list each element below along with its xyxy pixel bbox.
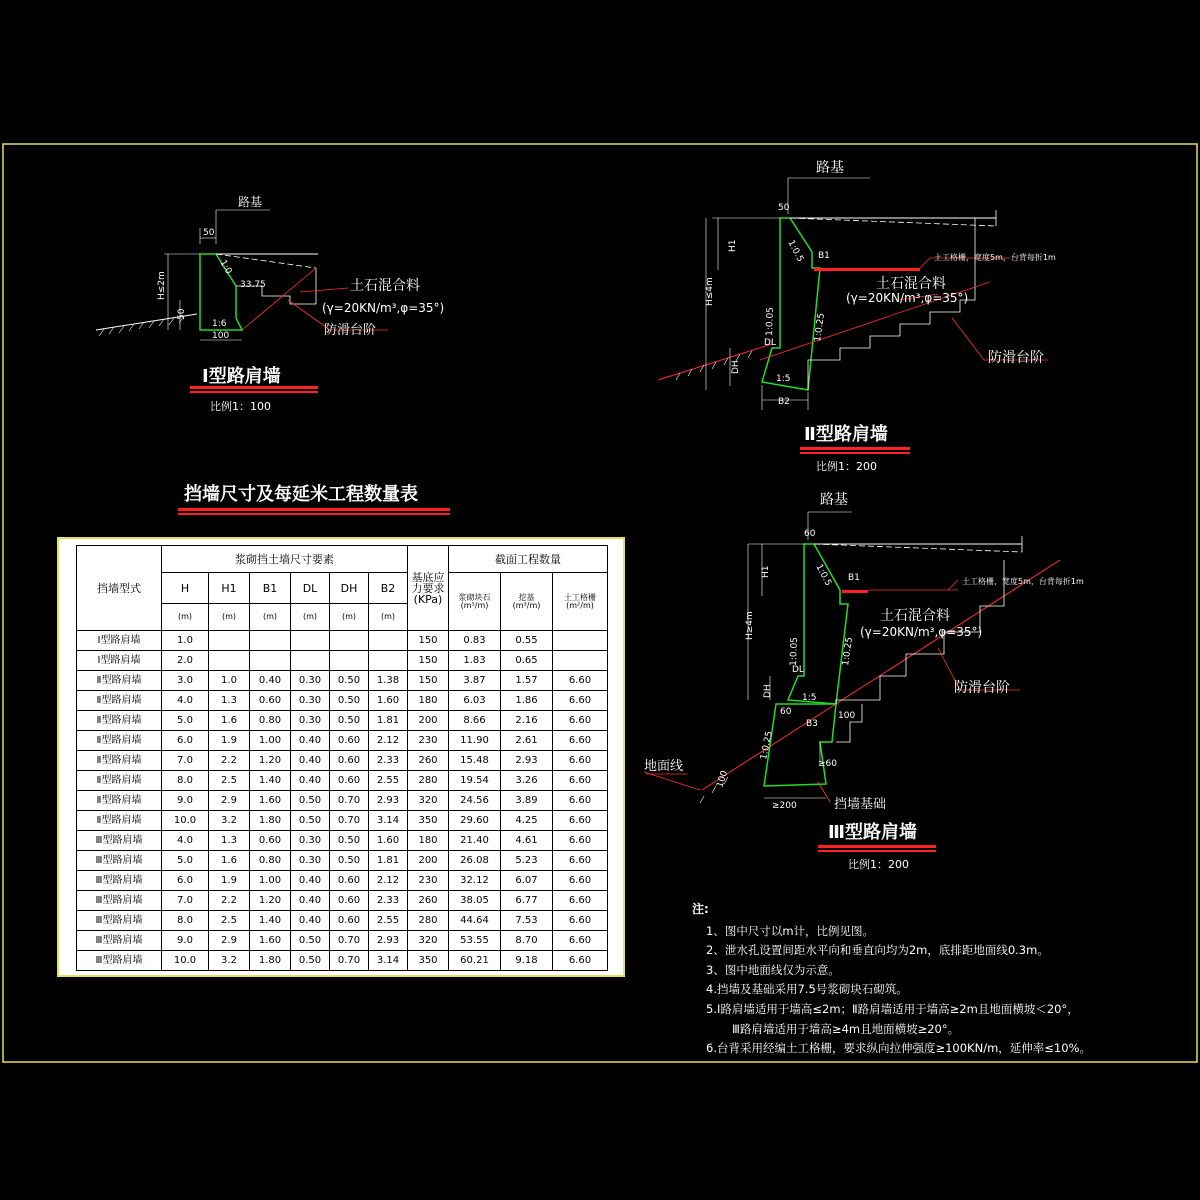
table-cell — [330, 651, 369, 671]
type-iii-slope-back: 1:0.25 — [841, 636, 855, 667]
table-cell: 3.26 — [501, 771, 553, 791]
col-header-masonry: 浆砌块石 (m³/m) — [449, 573, 501, 631]
table-cell: 21.40 — [449, 831, 501, 851]
table-cell: 0.83 — [449, 631, 501, 651]
type-ii-dim-dl: DL — [764, 338, 776, 348]
quantity-table — [76, 545, 608, 971]
table-cell: 6.03 — [449, 691, 501, 711]
type-i-dim-top: 50 — [203, 228, 215, 238]
table-cell: 2.0 — [162, 651, 209, 671]
type-i-slope-base: 1:6 — [212, 319, 227, 329]
type-iii-dim-b3: B3 — [806, 719, 818, 729]
type-ii-geogrid-label: 土工格栅，宽度5m，台背每折1m — [934, 253, 1056, 262]
table-cell: 2.5 — [209, 911, 250, 931]
table-cell-type: Ⅱ型路肩墙 — [77, 671, 162, 691]
type-ii-dim-height: H≤4m — [705, 277, 715, 306]
table-cell: 6.60 — [553, 731, 608, 751]
table-cell — [250, 631, 291, 651]
table-cell-type: Ⅲ型路肩墙 — [77, 851, 162, 871]
table-cell: 0.30 — [291, 671, 330, 691]
unit-h: (m) — [162, 604, 209, 631]
table-cell: 1.00 — [250, 871, 291, 891]
table-cell: 4.0 — [162, 691, 209, 711]
table-cell: 1.83 — [449, 651, 501, 671]
type-ii-dim-dh: DH — [731, 360, 741, 374]
table-cell: 0.60 — [250, 691, 291, 711]
table-cell: 2.33 — [369, 751, 408, 771]
table-cell: 44.64 — [449, 911, 501, 931]
table-cell: 1.9 — [209, 731, 250, 751]
type-iii-slope-found: 1:0.25 — [759, 730, 775, 761]
table-cell: 6.0 — [162, 871, 209, 891]
table-cell: 0.60 — [330, 911, 369, 931]
table-cell: 0.50 — [330, 671, 369, 691]
note-item: 3、图中地面线仅为示意。 — [706, 962, 840, 977]
table-cell: 150 — [408, 651, 449, 671]
table-cell: 1.60 — [250, 791, 291, 811]
table-cell: 6.60 — [553, 711, 608, 731]
table-cell: 0.40 — [250, 671, 291, 691]
type-i-dim-angle: 33.75 — [240, 280, 266, 290]
notes-block — [692, 900, 1192, 1059]
table-cell: 2.12 — [369, 731, 408, 751]
table-cell: 6.60 — [553, 891, 608, 911]
group-header-dims: 浆砌挡土墙尺寸要素 — [162, 546, 408, 573]
unit-h1: (m) — [209, 604, 250, 631]
table-cell: 2.55 — [369, 911, 408, 931]
table-cell: 6.60 — [553, 791, 608, 811]
table-cell: 2.2 — [209, 891, 250, 911]
type-i-scale: 比例1：100 — [210, 400, 271, 413]
table-cell: 2.93 — [369, 931, 408, 951]
table-cell: 6.60 — [553, 951, 608, 971]
table-cell: 7.0 — [162, 891, 209, 911]
table-cell: 19.54 — [449, 771, 501, 791]
type-iii-dim-dh: DH — [763, 684, 773, 698]
table-cell: 0.50 — [291, 951, 330, 971]
type-iii-steps-label: 防滑台阶 — [954, 680, 1010, 696]
table-cell: 0.50 — [330, 711, 369, 731]
type-iii-scale: 比例1：200 — [848, 858, 909, 871]
table-cell: 2.12 — [369, 871, 408, 891]
table-cell: 0.55 — [501, 631, 553, 651]
table-cell: 1.3 — [209, 831, 250, 851]
table-cell: 0.65 — [501, 651, 553, 671]
table-cell: 2.33 — [369, 891, 408, 911]
table-cell: 5.0 — [162, 711, 209, 731]
table-cell-type: Ⅱ型路肩墙 — [77, 791, 162, 811]
type-iii-foundation — [764, 704, 836, 786]
note-item: 1、图中尺寸以m计，比例见图。 — [706, 923, 875, 938]
type-ii-dim-b2: B2 — [778, 397, 790, 407]
group-header-qty: 截面工程数量 — [449, 546, 608, 573]
table-title: 挡墙尺寸及每延米工程数量表 — [184, 484, 418, 505]
table-cell-type: Ⅱ型路肩墙 — [77, 691, 162, 711]
type-iii-title: Ⅲ型路肩墙 — [828, 822, 918, 843]
type-ii-slope-back: 1:0.25 — [813, 312, 827, 343]
table-cell — [250, 651, 291, 671]
table-cell: 38.05 — [449, 891, 501, 911]
type-iii-dim-100: 100 — [838, 711, 856, 721]
table-cell: 320 — [408, 791, 449, 811]
table-row — [77, 731, 608, 751]
type-iii-slope-front: 1:0.05 — [789, 636, 801, 667]
table-cell-type: Ⅲ型路肩墙 — [77, 831, 162, 851]
type-iii-dim-60: 60 — [780, 707, 792, 717]
table-cell — [291, 651, 330, 671]
table-row — [77, 651, 608, 671]
table-cell: 0.40 — [291, 771, 330, 791]
type-ii-dim-b1: B1 — [818, 251, 830, 261]
table-cell: 6.60 — [553, 671, 608, 691]
unit-dh: (m) — [330, 604, 369, 631]
table-cell: 0.30 — [291, 691, 330, 711]
table-cell — [330, 631, 369, 651]
table-cell: 1.60 — [369, 691, 408, 711]
table-cell: 0.70 — [330, 931, 369, 951]
table-cell: 3.89 — [501, 791, 553, 811]
type-iii-dim-100b: 100 — [715, 769, 731, 789]
type-iii-dim-dl: DL — [792, 665, 804, 675]
note-item: 2、泄水孔设置间距水平向和垂直向均为2m，底排距地面线0.3m。 — [706, 943, 1049, 958]
table-cell — [369, 651, 408, 671]
type-i-steps-label: 防滑台阶 — [324, 323, 377, 338]
table-cell: 0.50 — [330, 691, 369, 711]
table-row — [77, 851, 608, 871]
type-i-slope-front: 1:0 — [217, 258, 234, 277]
table-cell: 260 — [408, 751, 449, 771]
note-item: 5.Ⅰ路肩墙适用于墙高≤2m；Ⅱ路肩墙适用于墙高≥2m且地面横坡＜20°， — [706, 1001, 1079, 1016]
table-cell-type: Ⅲ型路肩墙 — [77, 871, 162, 891]
table-cell: 0.30 — [291, 851, 330, 871]
table-cell: 0.30 — [291, 711, 330, 731]
type-i-dim-left: 50 — [177, 308, 187, 320]
type-iii-dim-ge60: ≥60 — [818, 759, 837, 769]
table-cell-type: Ⅱ型路肩墙 — [77, 771, 162, 791]
table-cell: 0.50 — [291, 931, 330, 951]
unit-b2: (m) — [369, 604, 408, 631]
table-cell: 8.70 — [501, 931, 553, 951]
col-header-b1: B1 — [250, 573, 291, 604]
table-cell: 8.66 — [449, 711, 501, 731]
col-header-dl: DL — [291, 573, 330, 604]
type-iii-slope-base: 1:5 — [802, 693, 817, 703]
type-iii-dim-ge200: ≥200 — [772, 801, 797, 811]
table-cell: 1.9 — [209, 871, 250, 891]
table-cell: 1.57 — [501, 671, 553, 691]
table-cell-type: Ⅰ型路肩墙 — [77, 631, 162, 651]
type-iii-slope-top: 1:0.5 — [813, 562, 834, 588]
table-cell: 6.0 — [162, 731, 209, 751]
table-cell: 2.5 — [209, 771, 250, 791]
type-i-fill-params: (γ=20KN/m³,φ=35°) — [322, 301, 445, 315]
table-cell: 0.40 — [291, 731, 330, 751]
table-cell: 1.20 — [250, 751, 291, 771]
table-cell: 150 — [408, 671, 449, 691]
table-cell-type: Ⅱ型路肩墙 — [77, 751, 162, 771]
type-ii-slope-base: 1:5 — [776, 374, 791, 384]
type-ii-steps-label: 防滑台阶 — [988, 350, 1044, 366]
table-cell: 0.70 — [330, 791, 369, 811]
type-ii-fill-label: 土石混合料 — [876, 276, 946, 292]
table-cell: 6.60 — [553, 911, 608, 931]
table-cell: 53.55 — [449, 931, 501, 951]
table-row — [77, 811, 608, 831]
table-row — [77, 951, 608, 971]
table-cell: 1.0 — [209, 671, 250, 691]
table-cell: 6.60 — [553, 751, 608, 771]
type-ii-scale: 比例1：200 — [816, 460, 877, 473]
table-cell: 3.2 — [209, 811, 250, 831]
table-cell: 200 — [408, 711, 449, 731]
table-cell: 1.86 — [501, 691, 553, 711]
table-row — [77, 771, 608, 791]
table-cell: 2.9 — [209, 931, 250, 951]
table-cell: 0.60 — [330, 731, 369, 751]
table-cell: 3.0 — [162, 671, 209, 691]
table-cell: 1.80 — [250, 951, 291, 971]
table-cell: 7.0 — [162, 751, 209, 771]
table-cell: 260 — [408, 891, 449, 911]
table-cell — [369, 631, 408, 651]
table-cell: 0.60 — [330, 891, 369, 911]
col-header-h: H — [162, 573, 209, 604]
quantity-table-body — [77, 631, 608, 971]
note-item: Ⅲ路肩墙适用于墙高≥4m且地面横坡≥20°。 — [732, 1021, 960, 1036]
table-cell: 180 — [408, 831, 449, 851]
table-cell: 5.0 — [162, 851, 209, 871]
table-cell: 6.60 — [553, 771, 608, 791]
table-cell: 1.3 — [209, 691, 250, 711]
table-cell: 4.25 — [501, 811, 553, 831]
table-cell-type: Ⅲ型路肩墙 — [77, 891, 162, 911]
type-ii-slope-front: 1:0.05 — [765, 306, 777, 337]
table-cell: 280 — [408, 771, 449, 791]
type-i-fill-label: 土石混合料 — [350, 278, 420, 294]
table-cell: 0.70 — [330, 811, 369, 831]
table-cell: 0.40 — [291, 911, 330, 931]
col-header-h1: H1 — [209, 573, 250, 604]
table-cell: 9.18 — [501, 951, 553, 971]
note-item: 6.台背采用经编土工格栅，要求纵向拉伸强度≥100KN/m，延伸率≤10%。 — [706, 1041, 1091, 1056]
table-cell: 15.48 — [449, 751, 501, 771]
table-cell: 1.20 — [250, 891, 291, 911]
table-row — [77, 891, 608, 911]
col-header-b2: B2 — [369, 573, 408, 604]
type-iii-fill-label: 土石混合料 — [880, 608, 950, 624]
table-cell: 6.60 — [553, 871, 608, 891]
table-cell: 3.14 — [369, 951, 408, 971]
unit-dl: (m) — [291, 604, 330, 631]
table-row — [77, 931, 608, 951]
table-cell: 3.87 — [449, 671, 501, 691]
table-cell: 6.77 — [501, 891, 553, 911]
table-cell: 6.60 — [553, 691, 608, 711]
table-cell: 32.12 — [449, 871, 501, 891]
type-i-dim-height: H≤2m — [157, 271, 167, 300]
table-cell: 4.0 — [162, 831, 209, 851]
table-cell: 1.81 — [369, 711, 408, 731]
table-cell: 9.0 — [162, 931, 209, 951]
type-iii-dim-top: 60 — [804, 529, 816, 539]
table-cell: 2.55 — [369, 771, 408, 791]
table-cell: 350 — [408, 811, 449, 831]
table-row — [77, 791, 608, 811]
table-cell: 11.90 — [449, 731, 501, 751]
table-cell: 1.40 — [250, 771, 291, 791]
table-row — [77, 631, 608, 651]
table-cell-type: Ⅱ型路肩墙 — [77, 811, 162, 831]
table-cell: 0.40 — [291, 891, 330, 911]
table-cell: 2.2 — [209, 751, 250, 771]
table-cell: 0.50 — [330, 831, 369, 851]
table-cell — [553, 631, 608, 651]
table-cell: 1.38 — [369, 671, 408, 691]
table-cell — [209, 651, 250, 671]
table-cell: 150 — [408, 631, 449, 651]
table-cell: 0.40 — [291, 751, 330, 771]
table-row — [77, 871, 608, 891]
type-ii-slope-top: 1:0.5 — [785, 238, 806, 264]
table-cell: 1.80 — [250, 811, 291, 831]
table-cell: 3.14 — [369, 811, 408, 831]
table-cell — [553, 651, 608, 671]
table-cell: 0.80 — [250, 711, 291, 731]
table-cell: 0.60 — [330, 771, 369, 791]
table-cell: 60.21 — [449, 951, 501, 971]
type-ii-title: Ⅱ型路肩墙 — [804, 424, 888, 445]
table-cell: 6.60 — [553, 831, 608, 851]
table-cell: 3.2 — [209, 951, 250, 971]
table-cell: 0.70 — [330, 951, 369, 971]
table-cell: 1.6 — [209, 711, 250, 731]
type-iii-ground-label: 地面线 — [644, 759, 684, 774]
table-cell: 8.0 — [162, 911, 209, 931]
table-cell: 6.07 — [501, 871, 553, 891]
table-cell: 200 — [408, 851, 449, 871]
table-cell: 2.93 — [369, 791, 408, 811]
col-header-stress: 基底应力要求(KPa) — [408, 546, 449, 631]
table-row — [77, 831, 608, 851]
table-cell: 1.60 — [369, 831, 408, 851]
table-cell: 2.61 — [501, 731, 553, 751]
table-cell: 0.60 — [330, 871, 369, 891]
type-ii-dim-top: 50 — [778, 203, 790, 213]
table-cell: 2.16 — [501, 711, 553, 731]
quantity-table-panel — [57, 537, 625, 977]
col-header-excavation: 挖基 (m³/m) — [501, 573, 553, 631]
table-cell: 0.40 — [291, 871, 330, 891]
table-row — [77, 751, 608, 771]
table-row — [77, 671, 608, 691]
table-cell: 2.9 — [209, 791, 250, 811]
type-iii-foundation-label: 挡墙基础 — [834, 797, 887, 812]
type-iii-fill-params: (γ=20KN/m³,φ=35°) — [860, 625, 983, 639]
type-iii-roadbed-label: 路基 — [820, 492, 848, 508]
table-row — [77, 911, 608, 931]
table-cell: 280 — [408, 911, 449, 931]
col-header-dh: DH — [330, 573, 369, 604]
table-cell: 29.60 — [449, 811, 501, 831]
table-cell — [209, 631, 250, 651]
table-cell: 6.60 — [553, 931, 608, 951]
note-item: 4.挡墙及基础采用7.5号浆砌块石砌筑。 — [706, 982, 908, 997]
table-cell: 1.0 — [162, 631, 209, 651]
type-i-roadbed-label: 路基 — [238, 195, 263, 209]
table-cell: 0.50 — [291, 811, 330, 831]
table-cell: 9.0 — [162, 791, 209, 811]
table-row — [77, 691, 608, 711]
col-header-geogrid: 土工格栅 (m²/m) — [553, 573, 608, 631]
table-cell: 10.0 — [162, 811, 209, 831]
type-ii-drawing — [658, 178, 1048, 454]
col-header-type: 挡墙型式 — [77, 546, 162, 631]
type-ii-dim-h1: H1 — [728, 239, 738, 252]
table-cell: 4.61 — [501, 831, 553, 851]
table-cell-type: Ⅲ型路肩墙 — [77, 931, 162, 951]
table-cell-type: Ⅲ型路肩墙 — [77, 911, 162, 931]
table-cell: 0.60 — [250, 831, 291, 851]
table-cell: 1.00 — [250, 731, 291, 751]
table-cell-type: Ⅱ型路肩墙 — [77, 711, 162, 731]
type-i-title: Ⅰ型路肩墙 — [202, 366, 281, 387]
table-cell-type: Ⅱ型路肩墙 — [77, 731, 162, 751]
table-cell: 8.0 — [162, 771, 209, 791]
table-cell: 1.40 — [250, 911, 291, 931]
table-cell: 6.60 — [553, 811, 608, 831]
table-cell: 230 — [408, 731, 449, 751]
table-cell: 10.0 — [162, 951, 209, 971]
table-cell: 0.60 — [330, 751, 369, 771]
type-iii-dim-height: H≥4m — [745, 611, 755, 640]
table-cell: 1.6 — [209, 851, 250, 871]
table-cell-type: Ⅲ型路肩墙 — [77, 951, 162, 971]
table-cell: 26.08 — [449, 851, 501, 871]
type-iii-dim-h1: H1 — [761, 565, 771, 578]
table-cell: 230 — [408, 871, 449, 891]
table-cell: 0.50 — [291, 791, 330, 811]
table-row — [77, 711, 608, 731]
table-cell: 0.30 — [291, 831, 330, 851]
table-cell: 180 — [408, 691, 449, 711]
table-cell: 0.50 — [330, 851, 369, 871]
table-cell: 5.23 — [501, 851, 553, 871]
table-cell: 7.53 — [501, 911, 553, 931]
type-ii-roadbed-label: 路基 — [816, 160, 844, 176]
table-cell: 2.93 — [501, 751, 553, 771]
table-cell: 6.60 — [553, 851, 608, 871]
table-cell-type: Ⅰ型路肩墙 — [77, 651, 162, 671]
table-cell: 320 — [408, 931, 449, 951]
table-cell: 350 — [408, 951, 449, 971]
type-iii-dim-b1: B1 — [848, 573, 860, 583]
table-cell: 1.60 — [250, 931, 291, 951]
type-ii-fill-params: (γ=20KN/m³,φ=35°) — [846, 291, 969, 305]
notes-title: 注: — [692, 902, 709, 916]
type-iii-geogrid-label: 土工格栅，宽度5m，台背每折1m — [962, 577, 1084, 586]
table-cell: 1.81 — [369, 851, 408, 871]
table-cell: 24.56 — [449, 791, 501, 811]
type-i-dim-base: 100 — [212, 331, 230, 341]
unit-b1: (m) — [250, 604, 291, 631]
table-cell — [291, 631, 330, 651]
table-cell: 0.80 — [250, 851, 291, 871]
